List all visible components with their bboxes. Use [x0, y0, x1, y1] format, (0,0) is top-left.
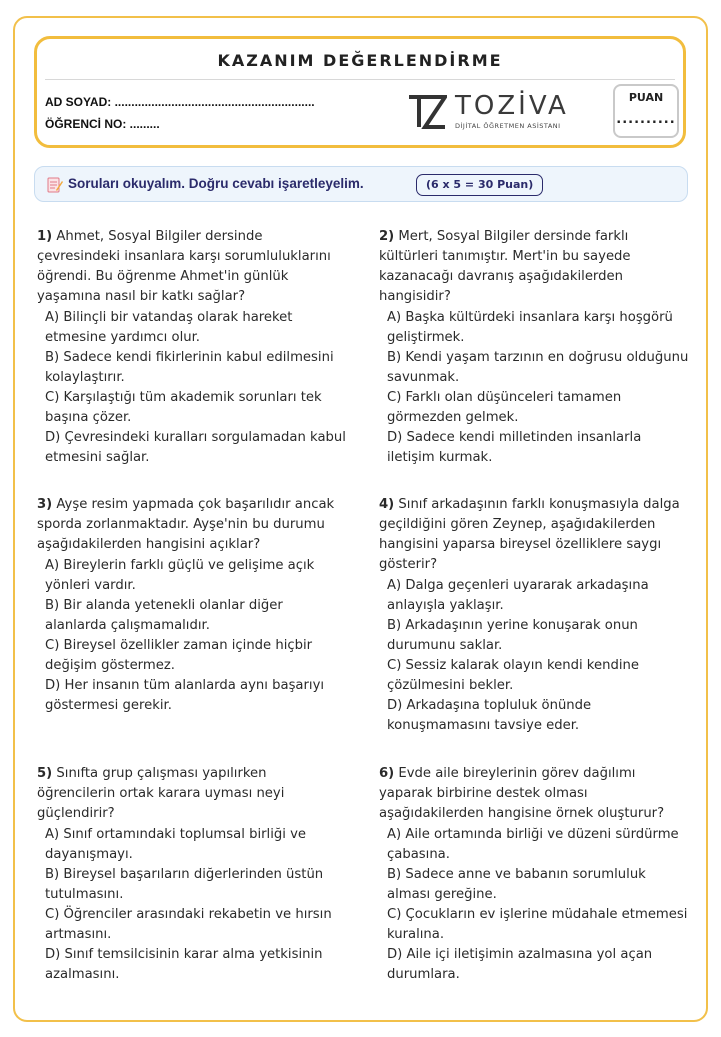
option-a[interactable]: A) Dalga geçenleri uyararak arkadaşına anlayışla yaklaşır.	[387, 578, 649, 613]
question-number: 5)	[37, 766, 53, 781]
question-number: 2)	[379, 229, 395, 244]
header-divider	[45, 79, 675, 80]
option-d[interactable]: D) Sınıf temsilcisinin karar alma yetkisinin azalmasını.	[45, 947, 323, 982]
toziva-logo	[407, 91, 567, 133]
logo-subtitle: DİJİTAL ÖĞRETMEN ASİSTANI	[455, 122, 561, 130]
pencil-note-icon	[47, 176, 63, 193]
option-a[interactable]: A) Bireylerin farklı güçlü ve gelişime açık yönleri vardır.	[45, 558, 315, 593]
option-d[interactable]: D) Her insanın tüm alanlarda aynı başarıyı göstermesi gerekir.	[45, 678, 325, 713]
option-c[interactable]: C) Bireysel özellikler zaman içinde hiçbir değişim göstermez.	[45, 638, 313, 673]
question-text: Sınıf arkadaşının farklı konuşmasıyla dalga geçildiğini gören Zeynep, aşağıdakilerden hangisini yaparsa bireysel özelliklere saygı gösterir?	[379, 497, 680, 572]
question-stem	[37, 227, 347, 307]
question-text: Ahmet, Sosyal Bilgiler dersinde çevresindeki insanlara karşı sorumluluklarını öğrendi. Bu öğrenme Ahmet'in günlük yaşamına nasıl bir katkı sağlar?	[37, 229, 331, 304]
question-2	[379, 227, 689, 468]
question-text: Ayşe resim yapmada çok başarılıdır ancak sporda zorlanmaktadır. Ayşe'nin bu durumu aşağıdakilerden hangisini açıklar?	[37, 497, 335, 552]
question-text: Mert, Sosyal Bilgiler dersinde farklı kültürleri tanımıştır. Mert'in bu sayede kazanacağı davranış aşağıdakilerden hangisidir?	[379, 229, 631, 304]
question-3	[37, 495, 347, 716]
question-stem	[379, 764, 689, 824]
question-6	[379, 764, 689, 985]
option-b[interactable]: B) Sadece kendi fikirlerinin kabul edilmesini kolaylaştırır.	[45, 350, 334, 385]
points-badge: (6 x 5 = 30 Puan)	[416, 174, 543, 196]
question-4	[379, 495, 689, 736]
toziva-logo-mark-icon	[407, 93, 447, 131]
score-box	[613, 84, 679, 138]
logo-name: TOZİVA	[455, 91, 569, 121]
instruction-bar	[34, 166, 688, 202]
instruction-text: Soruları okuyalım. Doğru cevabı işaretleyelim.	[68, 176, 364, 191]
option-d[interactable]: D) Sadece kendi milletinden insanlarla iletişim kurmak.	[387, 430, 642, 465]
question-number: 3)	[37, 497, 53, 512]
name-field[interactable]: AD SOYAD: ............................................................	[45, 95, 315, 109]
question-stem	[379, 227, 689, 307]
question-text: Sınıfta grup çalışması yapılırken öğrencilerin ortak karara uyması neyi güçlendirir?	[37, 766, 285, 821]
option-b[interactable]: B) Sadece anne ve babanın sorumluluk alması gereğine.	[387, 867, 646, 902]
header-box	[34, 36, 686, 148]
option-c[interactable]: C) Karşılaştığı tüm akademik sorunları tek başına çözer.	[45, 390, 322, 425]
option-b[interactable]: B) Bireysel başarıların diğerlerinden üstün tutulmasını.	[45, 867, 324, 902]
option-a[interactable]: A) Başka kültürdeki insanlara karşı hoşgörü geliştirmek.	[387, 310, 673, 345]
option-b[interactable]: B) Bir alanda yetenekli olanlar diğer alanlarda çalışmamalıdır.	[45, 598, 283, 633]
score-blank[interactable]: ..........	[616, 112, 676, 127]
question-1	[37, 227, 347, 468]
question-number: 4)	[379, 497, 395, 512]
option-d[interactable]: D) Çevresindeki kuralları sorgulamadan kabul etmesini sağlar.	[45, 430, 346, 465]
option-a[interactable]: A) Bilinçli bir vatandaş olarak hareket etmesine yardımcı olur.	[45, 310, 293, 345]
option-b[interactable]: B) Kendi yaşam tarzının en doğrusu olduğunu savunmak.	[387, 350, 689, 385]
question-5	[37, 764, 347, 985]
option-c[interactable]: C) Farklı olan düşünceleri tamamen görmezden gelmek.	[387, 390, 622, 425]
question-stem	[379, 495, 689, 575]
option-c[interactable]: C) Çocukların ev işlerine müdahale etmemesi kuralına.	[387, 907, 688, 942]
score-label: PUAN	[628, 91, 664, 104]
question-stem	[37, 764, 347, 824]
option-d[interactable]: D) Aile içi iletişimin azalmasına yol açan durumlara.	[387, 947, 653, 982]
question-number: 1)	[37, 229, 53, 244]
option-c[interactable]: C) Sessiz kalarak olayın kendi kendine çözülmesini bekler.	[387, 658, 639, 693]
option-d[interactable]: D) Arkadaşına topluluk önünde konuşmamasını tavsiye eder.	[387, 698, 592, 733]
option-a[interactable]: A) Aile ortamında birliği ve düzeni sürdürme çabasına.	[387, 827, 679, 862]
question-stem	[37, 495, 347, 555]
page-title: KAZANIM DEĞERLENDİRME	[217, 51, 503, 70]
option-b[interactable]: B) Arkadaşının yerine konuşarak onun durumunu saklar.	[387, 618, 638, 653]
option-a[interactable]: A) Sınıf ortamındaki toplumsal birliği ve dayanışmayı.	[45, 827, 307, 862]
option-c[interactable]: C) Öğrenciler arasındaki rekabetin ve hırsın artmasını.	[45, 907, 332, 942]
question-number: 6)	[379, 766, 395, 781]
question-text: Evde aile bireylerinin görev dağılımı yaparak birbirine destek olması aşağıdakilerden hangisine örnek oluşturur?	[379, 766, 665, 821]
student-number-field[interactable]: ÖĞRENCİ NO: .........	[45, 117, 160, 131]
